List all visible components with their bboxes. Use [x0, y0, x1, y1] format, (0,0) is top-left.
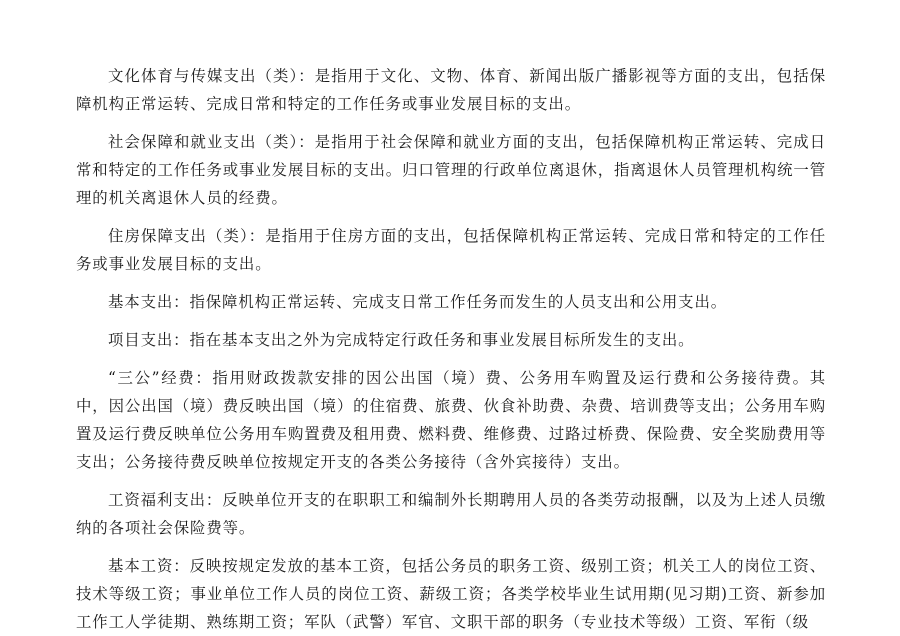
- paragraph-project-expenditure: 项目支出：指在基本支出之外为完成特定行政任务和事业发展目标所发生的支出。: [108, 331, 695, 349]
- document-body: [76, 62, 826, 636]
- paragraph-culture-sports-media: 文化体育与传媒支出（类）：是指用于文化、文物、体育、新闻出版广播影视等方面的支出，包括保障机构正常运转、完成日常和特定的工作任务或事业发展目标的支出。: [76, 67, 826, 113]
- paragraph-wages-welfare: 工资福利支出：反映单位开支的在职职工和编制外长期聘用人员的各类劳动报酬，以及为上述人员缴纳的各项社会保险费等。: [76, 491, 826, 537]
- paragraph-social-security-employment: 社会保障和就业支出（类）：是指用于社会保障和就业方面的支出，包括保障机构正常运转、完成日常和特定的工作任务或事业发展目标的支出。归口管理的行政单位离退休，指离退休人员管理机构统一管理的机关离退休人员的经费。: [76, 133, 826, 207]
- paragraph-basic-wages: 基本工资：反映按规定发放的基本工资，包括公务员的职务工资、级别工资；机关工人的岗位工资、技术等级工资；事业单位工作人员的岗位工资、薪级工资；各类学校毕业生试用期(见习期)工资、新参加工作工人学徒期、熟练期工资；军队（武警）军官、文职干部的职务（专业技术等级）工资、军衔（级: [76, 557, 826, 631]
- paragraph-basic-expenditure: 基本支出：指保障机构正常运转、完成支日常工作任务而发生的人员支出和公用支出。: [108, 293, 728, 311]
- paragraph-three-public-expenses: “三公”经费：指用财政拨款安排的因公出国（境）费、公务用车购置及运行费和公务接待费。其中，因公出国（境）费反映出国（境）的住宿费、旅费、伙食补助费、杂费、培训费等支出；公务用车购置及运行费反映单位公务用车购置费及租用费、燃料费、维修费、过路过桥费、保险费、安全奖励费用等支出；公务接待费反映单位按规定开支的各类公务接待（含外宾接待）支出。: [76, 369, 826, 471]
- paragraph-housing-security: 住房保障支出（类）：是指用于住房方面的支出，包括保障机构正常运转、完成日常和特定的工作任务或事业发展目标的支出。: [76, 227, 826, 273]
